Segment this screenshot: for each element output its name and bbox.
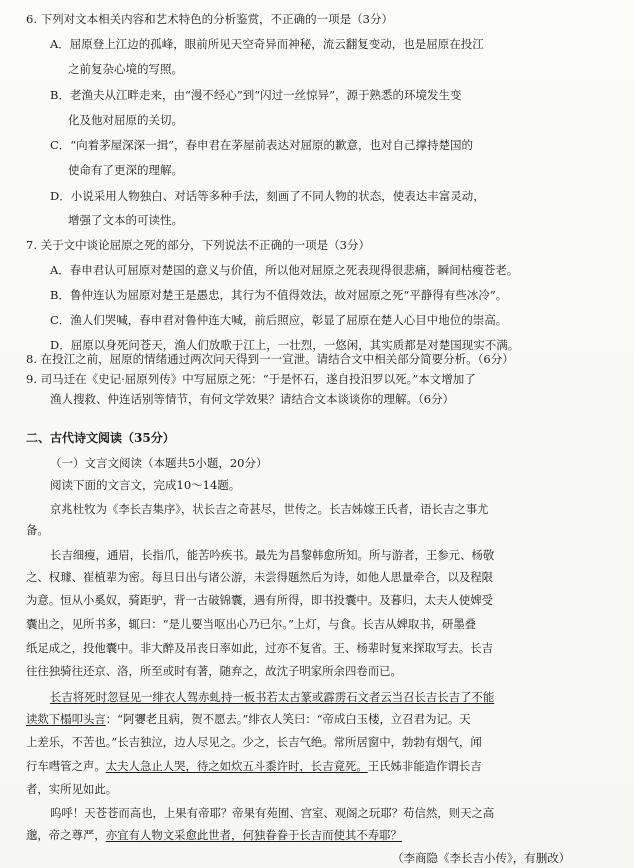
passage-line xyxy=(26,759,482,773)
q6-option-d: D．小说采用人物独白、对话等多种手法，刻画了不同人物的状态，使表达丰富灵动， xyxy=(50,189,485,203)
source-citation: （李商隐《李长吉小传》，有删改） xyxy=(392,851,571,865)
passage-text: 行车嘒管之声。 xyxy=(26,759,106,773)
passage-line: 者，实所见如此。 xyxy=(26,782,118,796)
q6-option-d-cont: 增强了文本的可读性。 xyxy=(68,213,183,227)
passage-line: 长吉细瘦，通眉，长指爪，能苦吟疾书。最先为昌黎韩愈所知。所与游者，王参元、杨敬 xyxy=(50,548,495,562)
passage-text: 邈，帝之尊严， xyxy=(26,828,106,842)
passage-line: 之、权璩、崔植辈为密。每旦日出与诸公游，未尝得题然后为诗，如他人思量牵合，以及程限 xyxy=(26,570,494,584)
passage-line: 上差乐，不苦也。”长吉独泣，边人尽见之。少之，长吉气绝。常所居窗中，勃勃有烟气，闻 xyxy=(26,735,482,749)
underlined-sentence: 亦宜有人物文采愈此世者，何独眷眷于长吉而使其不寿耶？ xyxy=(105,828,402,842)
q6-option-a: A．屈原登上江边的孤峰，眼前所见天空奇异而神秘，流云翻复变动，也是屈原在投江 xyxy=(50,37,484,51)
passage-line xyxy=(26,828,402,842)
underlined-sentence: 太夫人急止人哭，待之如炊五斗黍许时，长吉竟死。 xyxy=(105,759,368,773)
passage-text: ：“阿㜷老且病，贺不愿去。”绯衣人笑曰：“帝成白玉楼，立召君为记。天 xyxy=(105,712,471,726)
reading-instruction: 阅读下面的文言文，完成10～14题。 xyxy=(50,478,241,492)
q9-line-1: 9. 司马迁在《史记·屈原列传》中写屈原之死：“于是怀石，遂自投汨罗以死。”本文增加了 xyxy=(26,372,476,386)
section-heading: 二、古代诗文阅读（35分） xyxy=(26,431,175,445)
q6-option-a-cont: 之前复杂心境的写照。 xyxy=(68,62,183,76)
q7-option-a: A．春申君认可屈原对楚国的意义与价值，所以他对屈原之死表现得很悲痛，瞬间枯瘦苍老。 xyxy=(50,263,519,277)
q9-line-2: 渔人搜救、仲连话别等情节，有何文学效果？请结合文本谈谈你的理解。（6分） xyxy=(50,392,455,406)
q7-option-c: C．渔人们哭喊，春申君对鲁仲连大喊，前后照应，彰显了屈原在楚人心目中地位的崇高。 xyxy=(50,313,508,327)
q6-option-b-cont: 化及他对屈原的关切。 xyxy=(68,113,183,127)
passage-line: 纸足成之，投他囊中。非大醉及吊丧日率如此，过亦不复省。王、杨辈时复来探取写去。长吉 xyxy=(26,641,494,655)
q6-stem: 6. 下列对文本相关内容和艺术特色的分析鉴赏，不正确的一项是（3分） xyxy=(26,12,393,26)
q7-option-d: D．屈原以身死问苍天，渔人们放歌于江上，一壮烈，一悠闲，其实质都是对楚国现实不满。 xyxy=(50,338,520,352)
subsection-heading: （一）文言文阅读（本题共5小题，20分） xyxy=(50,456,268,470)
passage-line: 往往独骑往还京、洛，所至或时有著，随弃之，故沈子明家所余四卷而已。 xyxy=(26,664,402,678)
q6-option-c-cont: 使命有了更深的理解。 xyxy=(68,163,183,177)
q7-stem: 7. 关于文中谈论屈原之死的部分，下列说法不正确的一项是（3分） xyxy=(26,238,370,252)
passage-line: 备。 xyxy=(26,523,49,537)
passage-line: 为意。恒从小奚奴，骑距驴，背一古破锦囊，遇有所得，即书投囊中。及暮归，太夫人使婢受 xyxy=(26,593,494,607)
passage-text: 王氏姊非能造作谓长吉 xyxy=(367,759,482,773)
q6-option-c: C．“向着茅屋深深一揖”，春申君在茅屋前表达对屈原的歉意，也对自己撑持楚国的 xyxy=(50,138,474,152)
passage-line: 囊出之，见所书多，辄曰：“是儿要当呕出心乃已尔。”上灯，与食。长吉从婢取书，研墨叠 xyxy=(26,617,477,631)
passage-line: 呜呼！天苍苍而高也，上果有帝耶？帝果有苑囿、宫室、观阁之玩耶？苟信然，则天之高 xyxy=(50,806,495,820)
q7-option-b: B．鲁仲连认为屈原对楚王是愚忠，其行为不值得效法，故对屈原之死“平静得有些冰冷”。 xyxy=(50,288,508,302)
passage-line: 京兆杜牧为《李长吉集序》，状长吉之奇甚尽，世传之。长吉姊嫁王氏者，语长吉之事尤 xyxy=(50,502,489,516)
underlined-sentence-end: 读欻下榻叩头言 xyxy=(26,712,106,726)
passage-line xyxy=(26,712,471,726)
question-8: 8. 在投江之前，屈原的情绪通过两次问天得到一一宣泄。请结合文中相关部分简要分析。（6分） xyxy=(26,352,514,366)
q6-option-b: B．老渔夫从江畔走来，由“漫不经心”到“闪过一丝惊异”，源于熟悉的环境发生变 xyxy=(50,88,462,102)
underlined-sentence-line: 长吉将死时忽昼见一绯衣人驾赤虬持一板书若太古篆或霹雳石文者云当召长吉长吉了不能 xyxy=(50,690,495,704)
